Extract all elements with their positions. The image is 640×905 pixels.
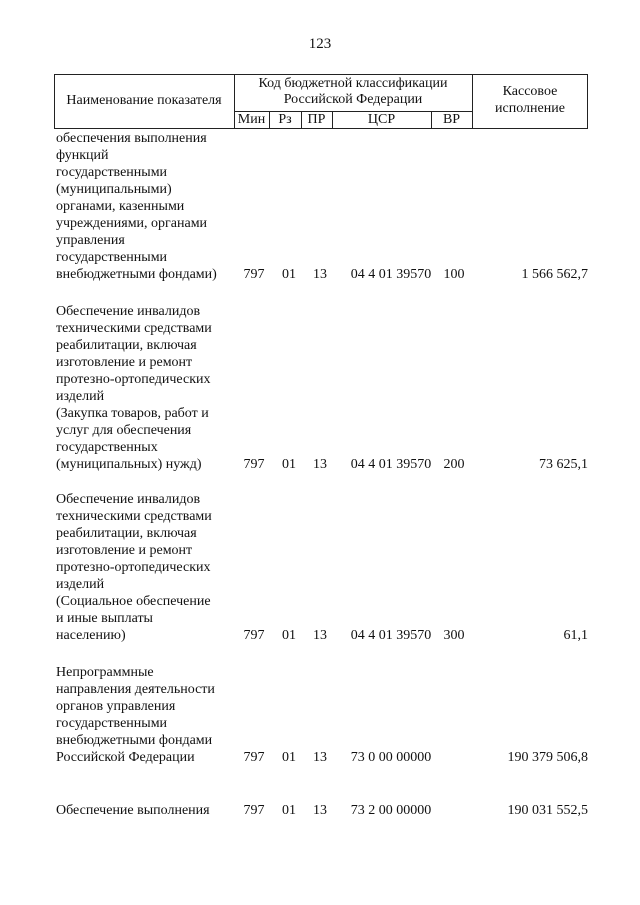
table-row — [56, 491, 588, 644]
row-min: 797 — [243, 628, 265, 643]
row-amount: 190 379 506,8 — [507, 750, 588, 765]
row-csr: 04 4 01 39570 — [350, 267, 432, 282]
header-top-border — [54, 74, 588, 75]
header-code-group-line2: Российской Федерации — [283, 92, 423, 107]
page-number: 123 — [308, 36, 332, 52]
row-rz: 01 — [282, 803, 296, 818]
row-pr: 13 — [313, 457, 327, 472]
table-header — [54, 74, 588, 129]
row-csr: 04 4 01 39570 — [350, 457, 432, 472]
row-amount: 190 031 552,5 — [507, 803, 588, 818]
row-min: 797 — [243, 750, 265, 765]
row-amount: 73 625,1 — [539, 457, 588, 472]
table-row — [56, 801, 588, 819]
table-row — [56, 131, 588, 283]
header-col-vr: ВР — [442, 112, 461, 127]
table-row — [56, 303, 588, 473]
header-amount-line1: Кассовое — [502, 84, 558, 99]
row-name: Обеспечение инвалидов техническими средствами реабилитации, включая изготовление и ремонт протезно-ортопедических изделий (Социальное обеспечение и иные выплаты населению) — [56, 492, 212, 643]
row-vr: 200 — [443, 457, 465, 472]
row-min: 797 — [243, 267, 265, 282]
row-pr: 13 — [313, 267, 327, 282]
row-rz: 01 — [282, 457, 296, 472]
header-col-pr: ПР — [307, 112, 326, 127]
row-name: обеспечения выполнения функций государственными (муниципальными) органами, казенными учреждениями, органами управления государственными внебюджетными фондами) — [56, 131, 217, 282]
row-csr: 73 2 00 00000 — [350, 803, 432, 818]
row-name: Обеспечение инвалидов техническими средствами реабилитации, включая изготовление и ремонт протезно-ортопедических изделий (Закупка товаров, работ и услуг для обеспечения государственных (муниципальных) нужд) — [56, 304, 212, 472]
row-pr: 13 — [313, 803, 327, 818]
header-name-column: Наименование показателя — [66, 93, 222, 108]
row-min: 797 — [243, 803, 265, 818]
table-row — [56, 664, 588, 766]
row-vr: 300 — [443, 628, 465, 643]
header-code-group-line1: Код бюджетной классификации — [258, 76, 448, 91]
row-amount: 61,1 — [563, 628, 588, 643]
row-name: Обеспечение выполнения — [56, 803, 210, 818]
header-bottom-border — [54, 128, 588, 129]
row-rz: 01 — [282, 628, 296, 643]
row-csr: 73 0 00 00000 — [350, 750, 432, 765]
row-rz: 01 — [282, 267, 296, 282]
header-col-rz: Рз — [278, 112, 292, 127]
header-col-min: Мин — [237, 112, 266, 127]
row-rz: 01 — [282, 750, 296, 765]
row-amount: 1 566 562,7 — [521, 267, 588, 282]
row-min: 797 — [243, 457, 265, 472]
row-pr: 13 — [313, 750, 327, 765]
row-vr: 100 — [443, 267, 465, 282]
row-name: Непрограммные направления деятельности органов управления государственными внебюджетными фондами Российской Федерации — [56, 665, 215, 765]
row-csr: 04 4 01 39570 — [350, 628, 432, 643]
row-pr: 13 — [313, 628, 327, 643]
header-col-csr: ЦСР — [367, 112, 396, 127]
header-amount-line2: исполнение — [495, 101, 565, 116]
